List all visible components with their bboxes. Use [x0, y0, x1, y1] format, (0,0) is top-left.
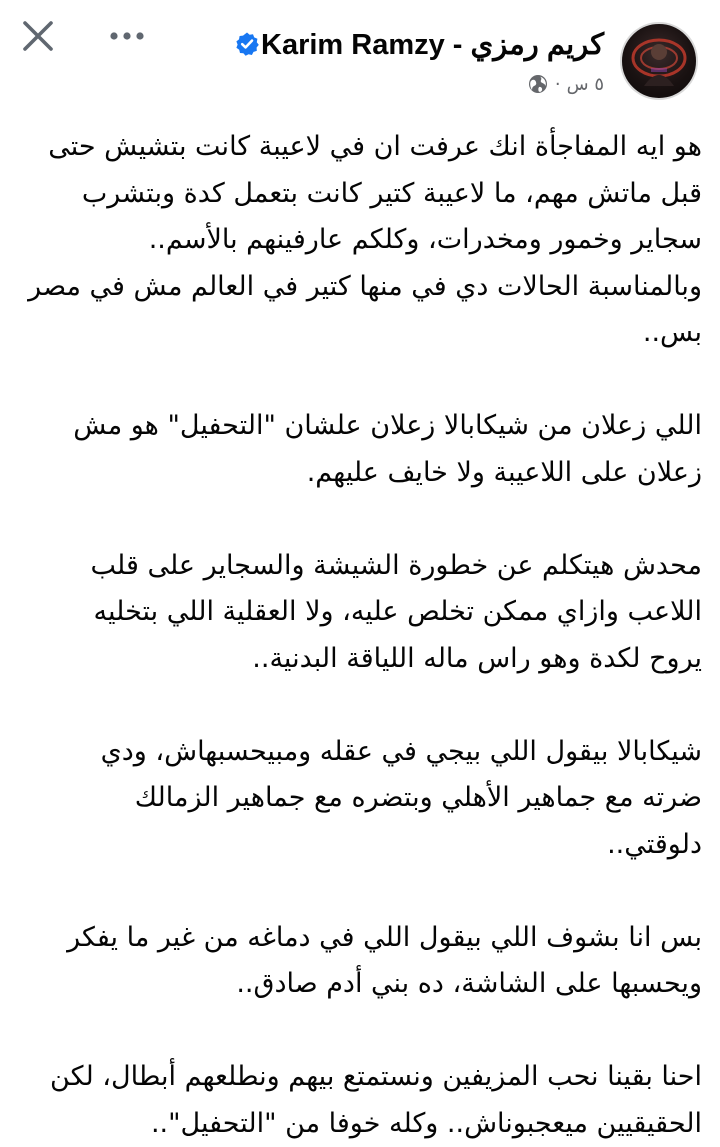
- post-paragraph: هو ايه المفاجأة انك عرفت ان في لاعيبة كانت بتشيش حتى قبل ماتش مهم، ما لاعيبة كتير كانت بتعمل كدة وبتشرب سجاير وخمور ومخدرات، وكلكم عارفينهم بالأسم..: [48, 131, 702, 255]
- post-paragraph: اللي زعلان من شيكابالا زعلان علشان "التحفيل" هو مش زعلان على اللاعيبة ولا خايف عليهم.: [73, 410, 702, 488]
- post-meta: [527, 70, 604, 98]
- post-paragraph: وبالمناسبة الحالات دي في منها كتير في العالم مش في مصر بس..: [28, 270, 702, 348]
- more-options-button[interactable]: [104, 20, 150, 52]
- more-options-icon: [107, 30, 147, 42]
- globe-icon: [528, 74, 548, 94]
- author-name-row: [225, 24, 604, 64]
- meta-separator: ·: [554, 73, 561, 95]
- privacy-indicator[interactable]: [527, 73, 549, 95]
- author-name[interactable]: كريم رمزي - Karim Ramzy: [261, 28, 604, 61]
- post-text: [22, 124, 702, 1147]
- post-header: [0, 0, 720, 110]
- author-avatar[interactable]: [620, 22, 698, 100]
- post-paragraph: بس انا بشوف اللي بيقول اللي في دماغه من غير ما يفكر ويحسبها على الشاشة، ده بني أدم صادق..: [67, 921, 702, 999]
- avatar-image: [622, 24, 696, 98]
- post-paragraph: محدش هيتكلم عن خطورة الشيشة والسجاير على قلب اللاعب وازاي ممكن تخلص عليه، ولا العقلية اللي بتخليه يروح لكدة وهو راس ماله اللياقة البدنية..: [90, 549, 702, 674]
- close-icon: [21, 19, 55, 53]
- verified-badge: [233, 30, 261, 58]
- post-paragraph: احنا بقينا نحب المزيفين ونستمتع بيهم ونطلعهم أبطال، لكن الحقيقيين ميعجبوناش.. وكله خوفا من "التحفيل"..: [50, 1061, 702, 1139]
- post-paragraph: شيكابالا بيقول اللي بيجي في عقله ومبيحسبهاش، ودي ضرته مع جماهير الأهلي وبتضره مع جماهير الزمالك دلوقتي..: [100, 735, 702, 860]
- verified-badge-icon: [234, 31, 260, 57]
- post-timestamp[interactable]: ٥ س: [566, 73, 604, 95]
- close-button[interactable]: [18, 16, 58, 56]
